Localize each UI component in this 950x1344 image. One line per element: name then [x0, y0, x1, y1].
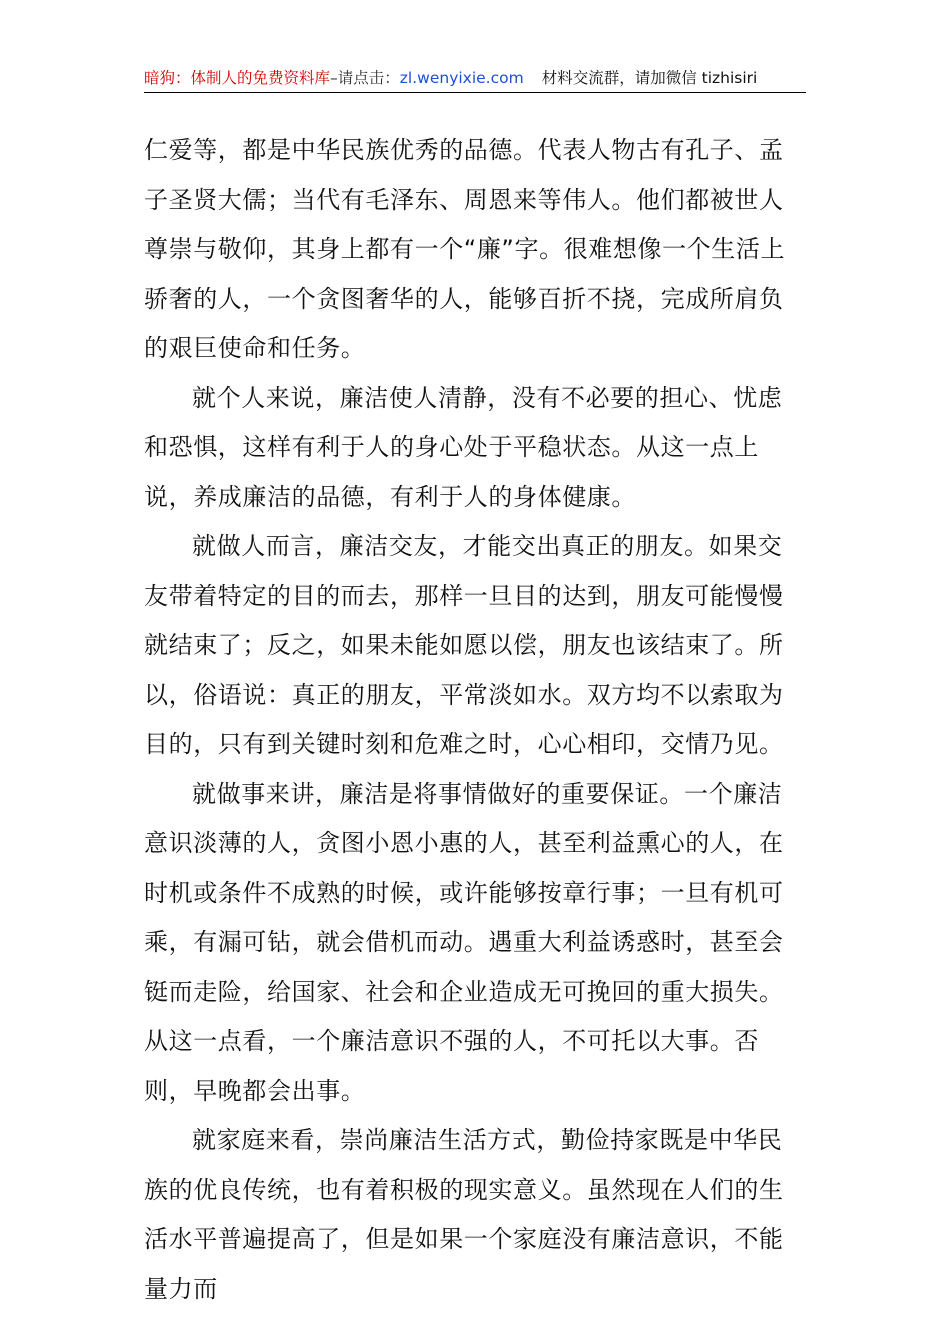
paragraph-friendship: 就做人而言，廉洁交友，才能交出真正的朋友。如果交友带着特定的目的而去，那样一旦目的达到，朋友可能慢慢就结束了；反之，如果未能如愿以偿，朋友也该结束了。所以，俗语说：真正的朋友，平常淡如水。双方均不以索取为目的，只有到关键时刻和危难之时，心心相印，交情乃见。: [144, 532, 784, 758]
header-click-prompt: –请点击：: [330, 69, 400, 87]
paragraph-work: 就做事来讲，廉洁是将事情做好的重要保证。一个廉洁意识淡薄的人，贪图小恩小惠的人，甚至利益熏心的人，在时机或条件不成熟的时候，或许能够按章行事；一旦有机可乘，有漏可钻，就会借机而动。遇重大利益诱惑时，甚至会铤而走险，给国家、社会和企业造成无可挽回的重大损失。从这一点看，一个廉洁意识不强的人，不可托以大事。否则，早晚都会出事。: [144, 779, 784, 1105]
body-text: [144, 126, 806, 1314]
paragraph-personal: 就个人来说，廉洁使人清静，没有不必要的担心、忧虑和恐惧，这样有利于人的身心处于平稳状态。从这一点上说，养成廉洁的品德，有利于人的身体健康。: [144, 383, 783, 511]
paragraph-continued: 仁爱等，都是中华民族优秀的品德。代表人物古有孔子、孟子圣贤大儒；当代有毛泽东、周恩来等伟人。他们都被世人尊崇与敬仰，其身上都有一个“廉”字。很难想像一个生活上骄奢的人，一个贪图奢华的人，能够百折不挠，完成所肩负的艰巨使命和任务。: [144, 136, 786, 362]
header-url-link[interactable]: zl.wenyixie.com: [399, 69, 524, 87]
page-header: [144, 64, 806, 93]
header-wechat-note: 材料交流群，请加微信 tizhisiri: [541, 69, 758, 87]
header-site-name: 暗狗：体制人的免费资料库: [144, 69, 331, 87]
paragraph-family: 就家庭来看，崇尚廉洁生活方式，勤俭持家既是中华民族的优良传统，也有着积极的现实意义。虽然现在人们的生活水平普遍提高了，但是如果一个家庭没有廉洁意识，不能量力而: [144, 1126, 784, 1303]
